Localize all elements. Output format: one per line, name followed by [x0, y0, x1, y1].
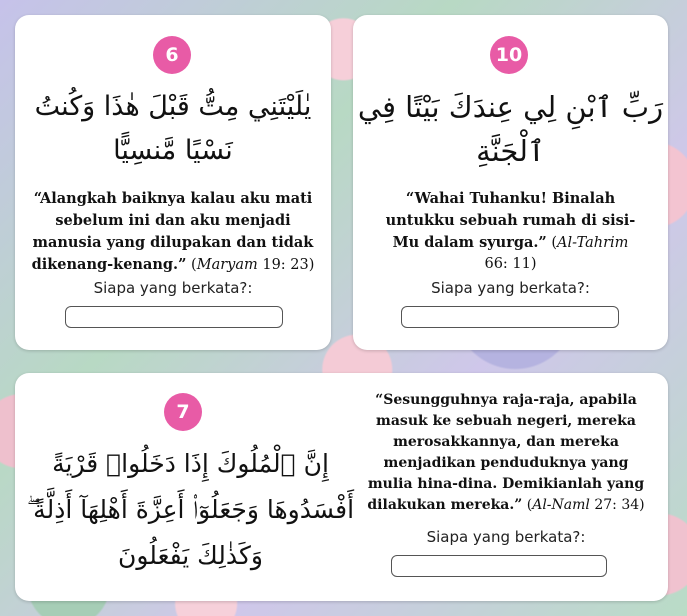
arabic-line: رَبِّ ٱبْنِ لِي عِندَكَ بَيْتًا فِي — [357, 90, 664, 124]
arabic-verse — [353, 85, 668, 173]
surah-name: Al-Naml — [532, 497, 590, 513]
quote-text: “Sesungguhnya raja-raja, apabila masuk ke sebuah negeri, mereka merosakkannya, dan mereka menjadikan penduduknya yang mulia hina-dina. Demikianlah yang dilakukan mereka.” — [367, 392, 645, 513]
verse-ref: 27: 34) — [589, 497, 645, 513]
translation-text: “Alangkah baiknya kalau aku mati sebelum ini dan aku menjadi manusia yang dilupakan dan tidak dikenang-kenang.” (Maryam 19: 23) — [31, 190, 315, 273]
arabic-verse — [15, 85, 331, 173]
question-label: Siapa yang berkata?: — [431, 279, 590, 297]
number-badge: 10 — [490, 36, 528, 74]
arabic-line: نَسْيًا مَّنسِيًّا — [113, 135, 233, 166]
verse-ref: 19: 23) — [257, 257, 315, 273]
arabic-line: إِنَّ ٱلْمُلُوكَ إِذَا دَخَلُوا۟ قَرْيَةً — [52, 449, 329, 478]
arabic-line: يٰلَيْتَنِي مِتُّ قَبْلَ هٰذَا وَكُنتُ — [34, 91, 312, 122]
translation-text: “Sesungguhnya raja-raja, apabila masuk ke sebuah negeri, mereka merosakkannya, dan mereka menjadikan penduduknya yang mulia hina-dina. Demikianlah yang dilakukan mereka.” (Al-Naml 27: 34) — [367, 392, 645, 513]
arabic-line: أَفْسَدُوهَا وَجَعَلُوٓا۟ أَعِزَّةَ أَهْلِهَآ أَذِلَّةً ۖ — [26, 495, 355, 524]
question-label: Siapa yang berkata?: — [426, 528, 586, 546]
quote-text: “Alangkah baiknya kalau aku mati sebelum ini dan aku menjadi manusia yang dilupakan dan tidak dikenang-kenang.” — [31, 190, 314, 273]
surah-name: Al-Tahrim — [557, 235, 629, 251]
arabic-line: وَكَذٰلِكَ يَفْعَلُونَ — [118, 541, 263, 570]
question-label: Siapa yang berkata?: — [93, 279, 253, 297]
number-badge: 6 — [153, 36, 191, 74]
verse-ref: 66: 11) — [484, 256, 537, 272]
quiz-card-10 — [353, 15, 668, 350]
quote-text: “Wahai Tuhanku! Binalah untukku sebuah rumah di sisi-Mu dalam syurga.” — [385, 190, 636, 251]
arabic-line: ٱلْجَنَّةِ — [476, 134, 545, 168]
quiz-card-6 — [15, 15, 331, 350]
answer-field[interactable] — [391, 555, 607, 577]
answer-field[interactable] — [65, 306, 283, 328]
arabic-verse — [23, 441, 358, 579]
surah-name: Maryam — [196, 257, 258, 273]
quiz-card-7 — [15, 373, 668, 601]
number-badge: 7 — [164, 393, 202, 431]
translation-text: “Wahai Tuhanku! Binalah untukku sebuah rumah di sisi-Mu dalam syurga.” (Al-Tahrim 66: 11) — [385, 190, 636, 272]
answer-field[interactable] — [401, 306, 619, 328]
